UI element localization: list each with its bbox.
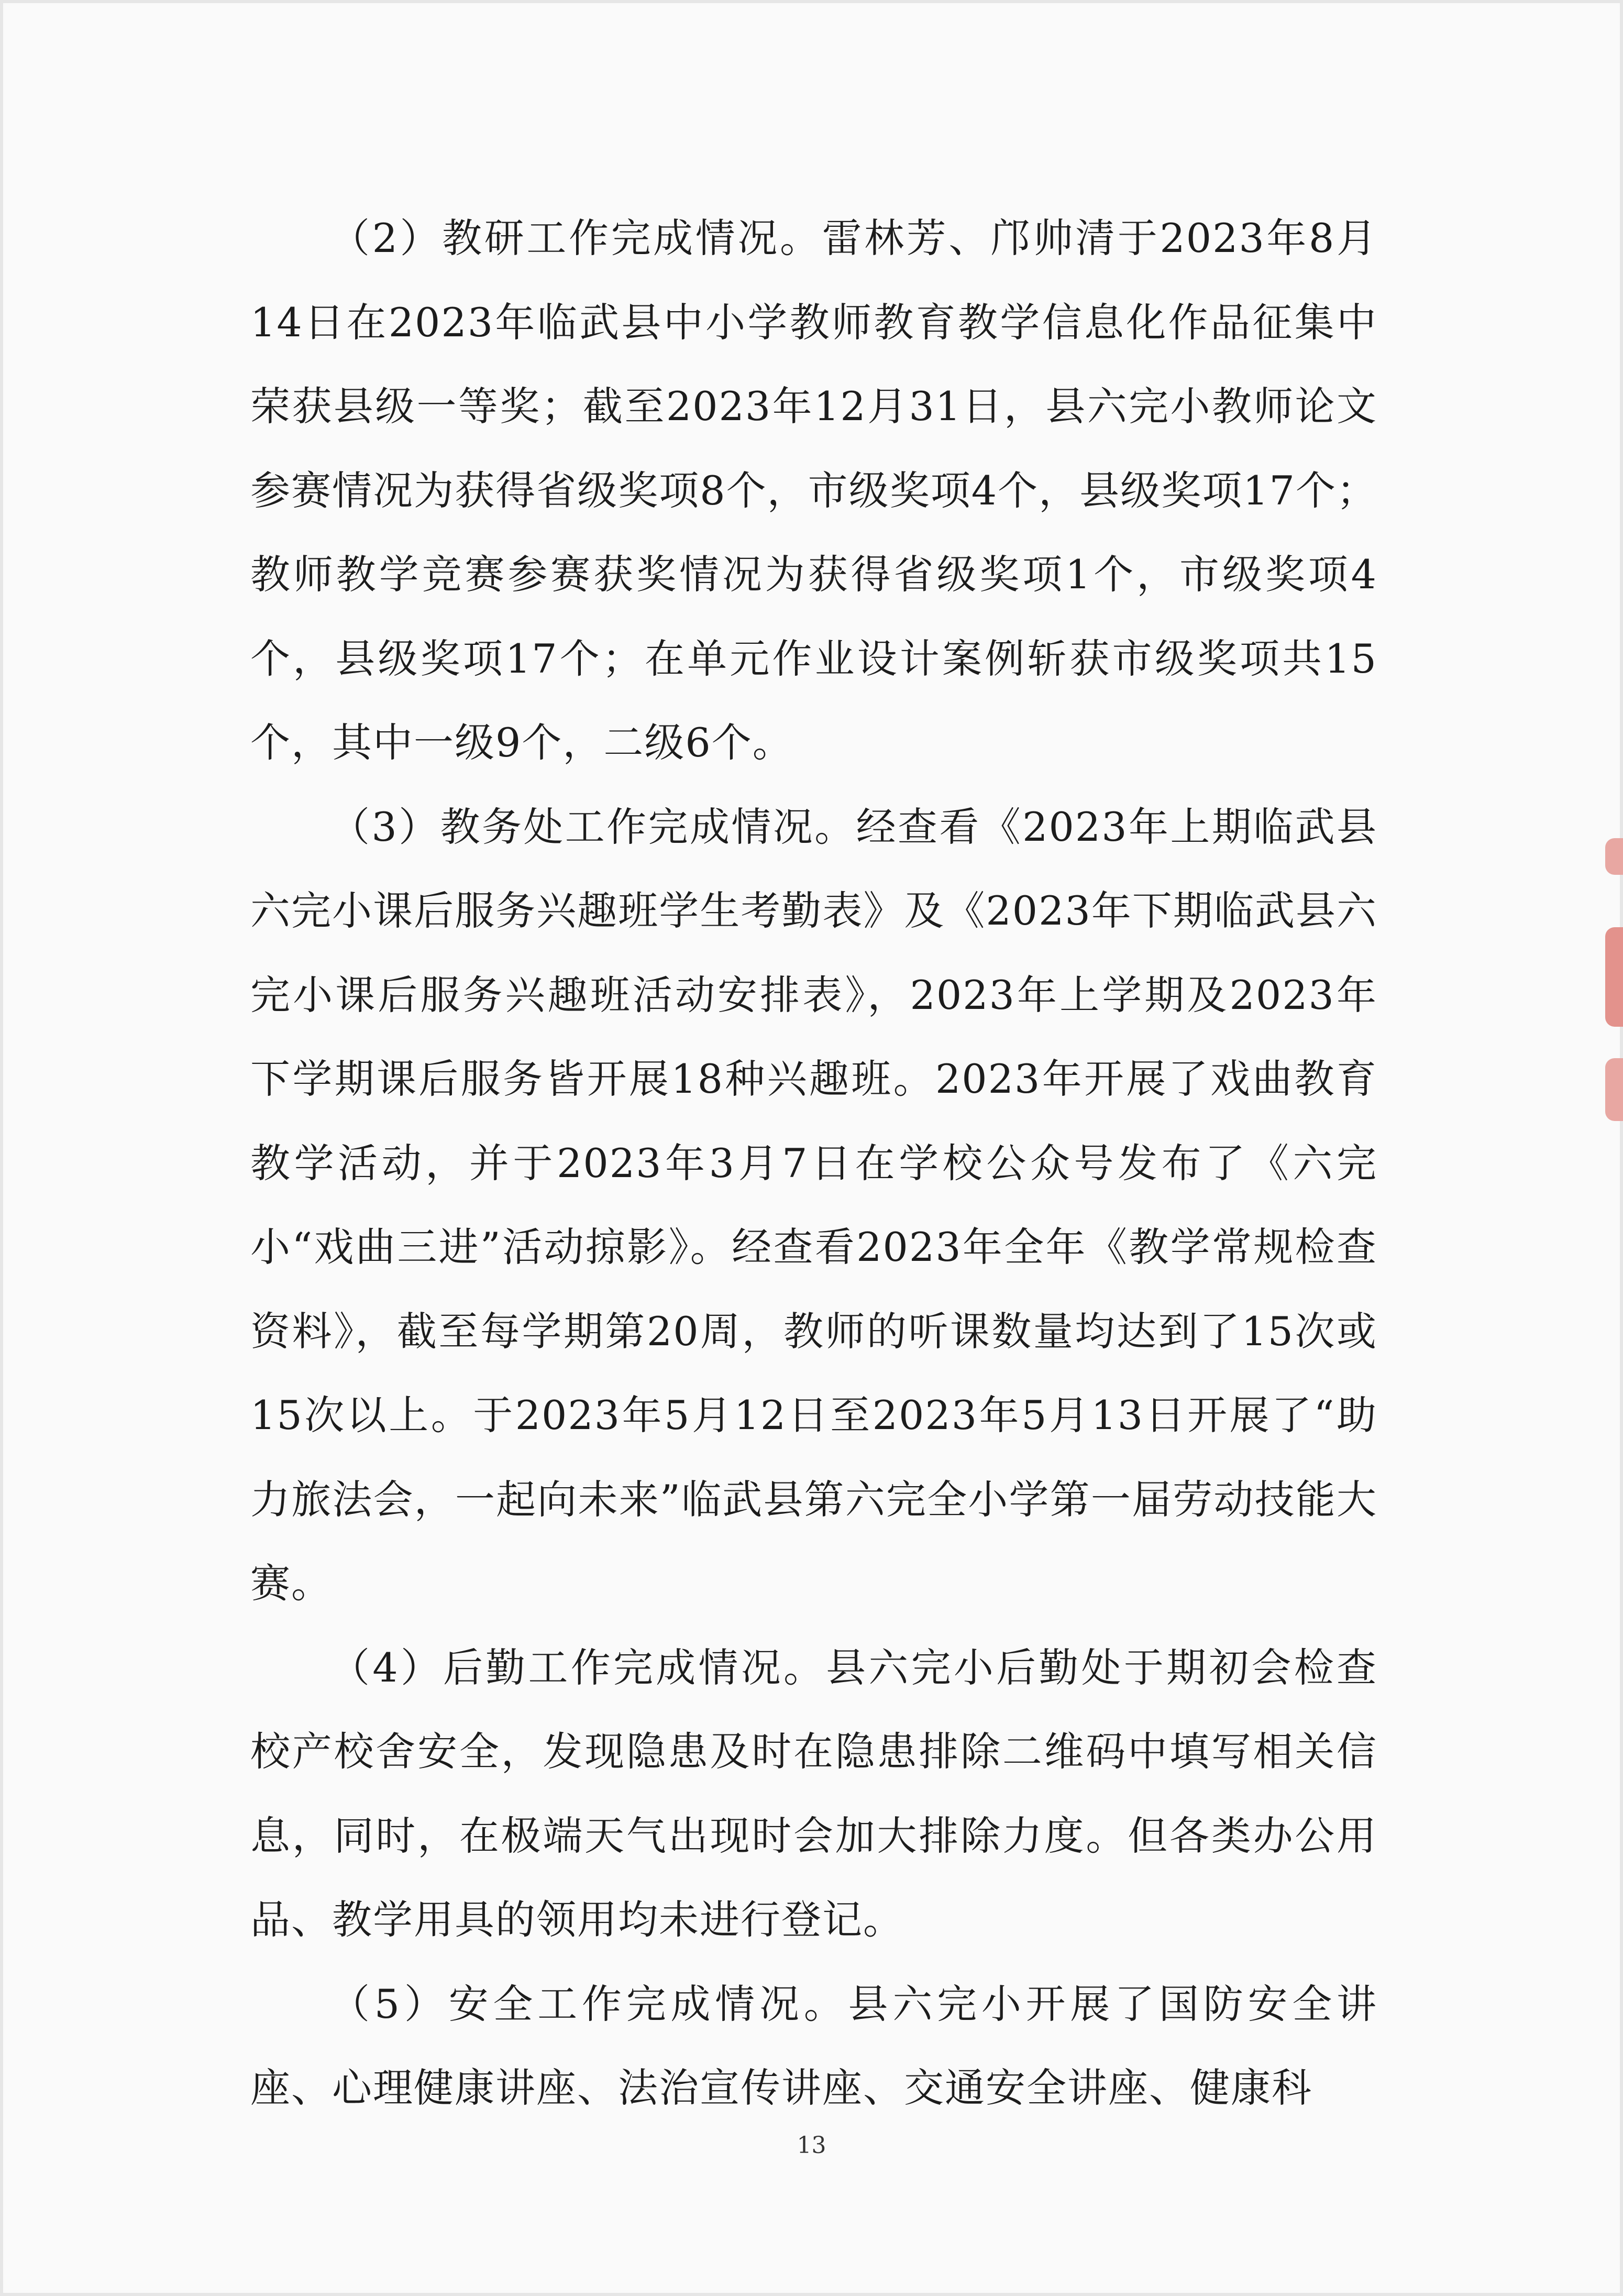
body-text xyxy=(250,196,1377,2130)
page-number: 13 xyxy=(797,2132,826,2159)
paragraph-safety: （5）安全工作完成情况。县六完小开展了国防安全讲座、心理健康讲座、法治宣传讲座、交通安全讲座、健康科 xyxy=(250,1980,1377,2111)
seal-mark xyxy=(1605,838,1623,875)
paragraph-academic-affairs: （3）教务处工作完成情况。经查看《2023年上期临武县六完小课后服务兴趣班学生考勤表》及《2023年下期临武县六完小课后服务兴趣班活动安排表》，2023年上学期及2023年下学期课后服务皆开展18种兴趣班。2023年开展了戏曲教育教学活动，并于2023年3月7日在学校公众号发布了《六完小“戏曲三进”活动掠影》。经查看2023年全年《教学常规检查资料》，截至每学期第20周，教师的听课数量均达到了15次或15次以上。于2023年5月12日至2023年5月13日开展了“助力旅法会，一起向未来”临武县第六完全小学第一届劳动技能大赛。 xyxy=(250,803,1377,1607)
paragraph-teaching-research: （2）教研工作完成情况。雷林芳、邝帅清于2023年8月14日在2023年临武县中小学教师教育教学信息化作品征集中荣获县级一等奖；截至2023年12月31日，县六完小教师论文参赛情况为获得省级奖项8个，市级奖项4个，县级奖项17个；教师教学竞赛参赛获奖情况为获得省级奖项1个，市级奖项4个，县级奖项17个；在单元作业设计案例斩获市级奖项共15个，其中一级9个，二级6个。 xyxy=(250,215,1377,766)
seal-stamp-edge xyxy=(1602,817,1623,1184)
paragraph-logistics: （4）后勤工作完成情况。县六完小后勤处于期初会检查校产校舍安全，发现隐患及时在隐患排除二维码中填写相关信息，同时，在极端天气出现时会加大排除力度。但各类办公用品、教学用具的领用均未进行登记。 xyxy=(250,1644,1377,1943)
seal-mark xyxy=(1605,1058,1623,1121)
seal-mark xyxy=(1605,927,1623,1027)
